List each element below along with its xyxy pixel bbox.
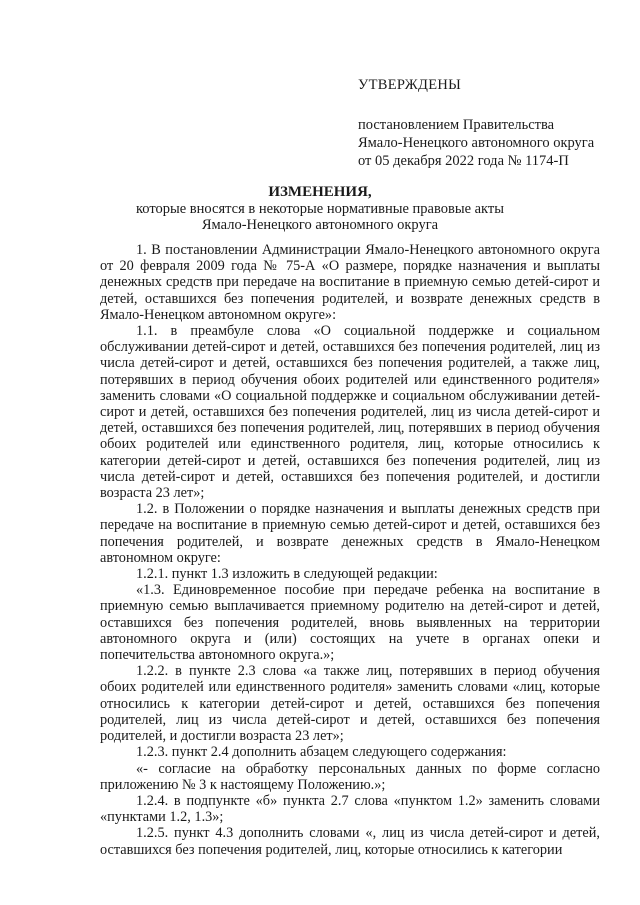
document-subtitle: которые вносятся в некоторые нормативные правовые акты [135, 201, 504, 217]
approval-line: постановлением Правительства [358, 117, 555, 133]
paragraph-1-2-1: 1.2.1. пункт 1.3 изложить в следующей редакции: [136, 566, 438, 583]
paragraph-quote-1-3: «1.3. Единовременное пособие при передаче ребенка на воспитание в приемную семью выплачивается приемному родителю на детей-сирот и детей, оставшихся без попечения родителей, вновь выявленных на территории автономного округа и (или) состоящих на учете в органах опеки и попечительства автономного округа.»; [100, 582, 600, 664]
paragraph-1-2-2: 1.2.2. в пункте 2.3 слова «а также лиц, потерявших в период обучения обоих родителей или единственного родителя» заменить словами «лиц, которые относились к категории детей-сирот и детей, оставшихся без попечения родителей, лиц из числа детей-сирот и детей, оставшихся без попечения родителей, и достигли возраста 23 лет»; [100, 663, 600, 745]
document-title: ИЗМЕНЕНИЯ, [268, 184, 372, 200]
document-title-block [100, 184, 540, 233]
paragraph-1-2-3: 1.2.3. пункт 2.4 дополнить абзацем следующего содержания: [136, 744, 507, 761]
approval-line: от 05 декабря 2022 года № 1174-П [358, 153, 569, 169]
paragraph-1-2-4: 1.2.4. в подпункте «б» пункта 2.7 слова «пунктом 1.2» заменить словами «пунктами 1.2, 1.3»; [100, 792, 600, 826]
approval-line: Ямало-Ненецкого автономного округа [358, 135, 595, 151]
approval-block [358, 76, 594, 170]
document-subtitle: Ямало-Ненецкого автономного округа [201, 217, 439, 233]
paragraph-1-2: 1.2. в Положении о порядке назначения и выплаты денежных средств при передаче на воспитание в приемную семью детей-сирот и детей, оставшихся без попечения родителей, и возврате денежных средств в Ямало-Ненецком автономном округе: [100, 501, 600, 566]
paragraph-quote-consent: «- согласие на обработку персональных данных по форме согласно приложению № 3 к настоящему Положению.»; [100, 760, 600, 793]
paragraph-1: 1. В постановлении Администрации Ямало-Ненецкого автономного округа от 20 февраля 2009 года № 75-А «О размере, порядке назначения и выплаты денежных средств при передаче на воспитание в приемную семью детей-сирот и детей, оставшихся без попечения родителей, и возврате денежных средств в Ямало-Ненецком автономном округе»: [100, 242, 600, 323]
paragraph-1-1: 1.1. в преамбуле слова «О социальной поддержке и социальном обслуживании детей-сирот и детей, оставшихся без попечения родителей, лиц из числа детей-сирот и детей, оставшихся без попечения родителей, а также лиц, потерявших в период обучения обоих родителей или единственного родителя» заменить словами «О социальной поддержке и социальном обслуживании детей-сирот и детей, оставшихся без попечения родителей, лиц из числа детей-сирот и детей, оставшихся без попечения родителей, лиц, потерявших в период обучения обоих родителей или единственного родителя, лиц, которые относились к категории детей-сирот и детей, оставшихся без попечения родителей, лиц из числа детей-сирот и детей, оставшихся без попечения родителей, и достигли возраста 23 лет»; [100, 323, 600, 502]
document-body [100, 242, 600, 858]
approval-heading: УТВЕРЖДЕНЫ [358, 77, 462, 93]
paragraph-1-2-5: 1.2.5. пункт 4.3 дополнить словами «, лиц из числа детей-сирот и детей, оставшихся без попечения родителей, лиц, которые относились к категории [100, 825, 600, 858]
